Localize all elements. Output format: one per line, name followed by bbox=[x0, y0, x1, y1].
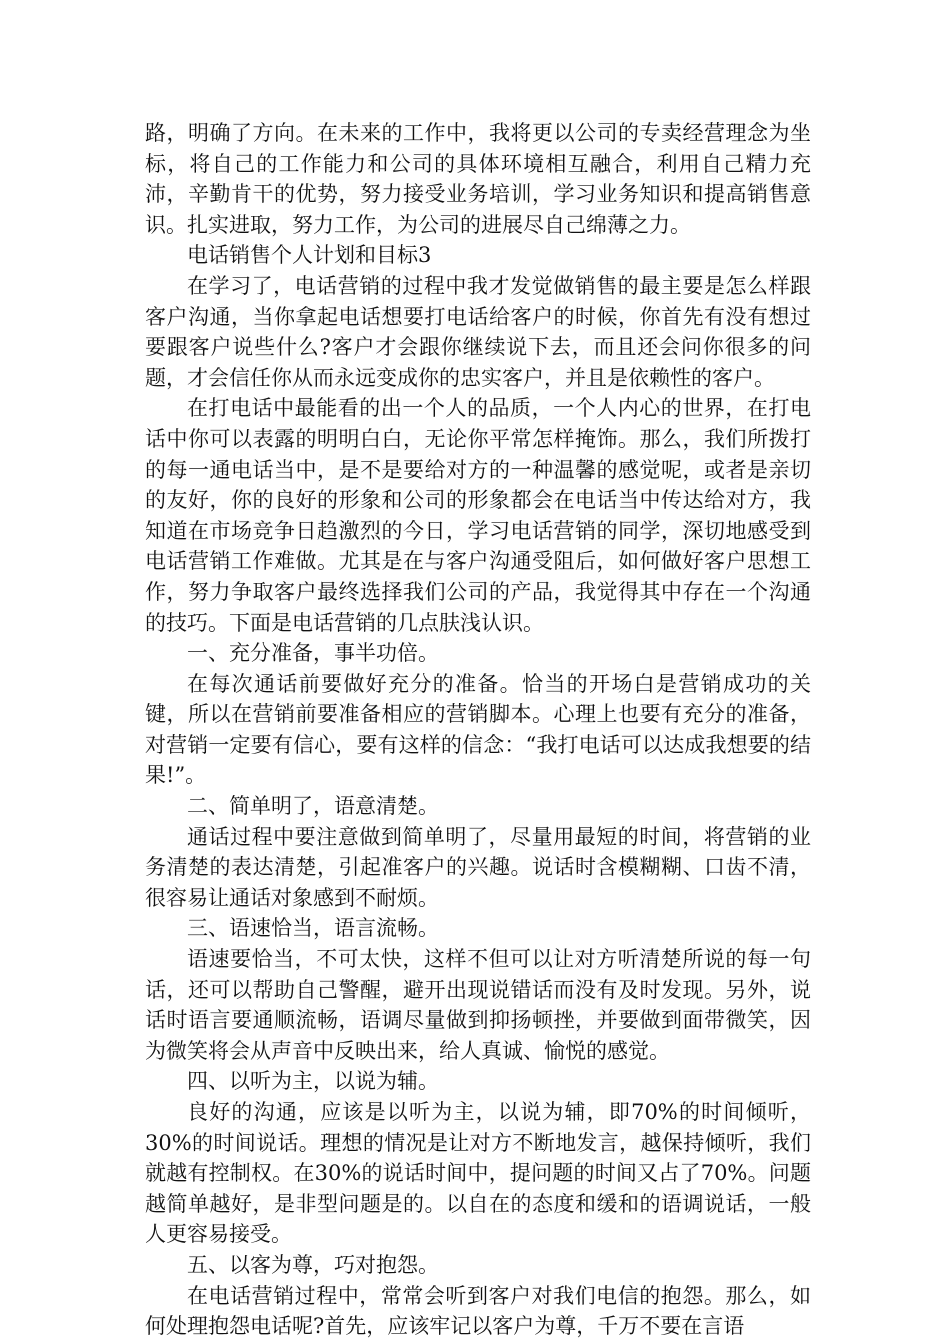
subheading-3: 三、语速恰当，语言流畅。 bbox=[187, 916, 439, 941]
subheading-2: 二、简单明了，语意清楚。 bbox=[187, 794, 439, 819]
paragraph-continuation: 路，明确了方向。在未来的工作中，我将更以公司的专卖经营理念为坐标，将自己的工作能力和公司的具体环境相互融合，利用自己精力充沛，辛勤肯干的优势，努力接受业务培训，学习业务知识和提高销售意识。扎实进取，努力工作，为公司的进展尽自己绵薄之力。 bbox=[145, 121, 811, 237]
paragraph: 在打电话中最能看的出一个人的品质，一个人内心的世界，在打电话中你可以表露的明明白白，无论你平常怎样掩饰。那么，我们所拨打的每一通电话当中，是不是要给对方的一种温馨的感觉呢，或者是亲切的友好，你的良好的形象和公司的形象都会在电话当中传达给对方，我知道在市场竞争日趋激烈的今日，学习电话营销的同学，深切地感受到电话营销工作难做。尤其是在与客户沟通受阻后，如何做好客户思想工作，努力争取客户最终选择我们公司的产品，我觉得其中存在一个沟通的技巧。下面是电话营销的几点肤浅认识。 bbox=[145, 396, 811, 635]
paragraph: 通话过程中要注意做到简单明了，尽量用最短的时间，将营销的业务清楚的表达清楚，引起准客户的兴趣。说话时含模糊糊、口齿不清，很容易让通话对象感到不耐烦。 bbox=[145, 824, 811, 910]
paragraph: 在学习了，电话营销的过程中我才发觉做销售的最主要是怎么样跟客户沟通，当你拿起电话想要打电话给客户的时候，你首先有没有想过要跟客户说些什么?客户才会跟你继续说下去，而且还会问你很多的问题，才会信任你从而永远变成你的忠实客户，并且是依赖性的客户。 bbox=[145, 273, 811, 390]
paragraph: 在电话营销过程中，常常会听到客户对我们电信的抱怨。那么，如何处理抱怨电话呢?首先，应该牢记以客户为尊，千万不要在言语 bbox=[145, 1283, 811, 1339]
subheading-4: 四、以听为主，以说为辅。 bbox=[187, 1069, 439, 1094]
document-page bbox=[145, 118, 811, 1342]
subheading-1: 一、充分准备，事半功倍。 bbox=[187, 641, 439, 666]
subheading-5: 五、以客为尊，巧对抱怨。 bbox=[187, 1252, 439, 1277]
section-title: 电话销售个人计划和目标3 bbox=[187, 243, 432, 268]
paragraph: 语速要恰当，不可太快，这样不但可以让对方听清楚所说的每一句话，还可以帮助自己警醒，避开出现说错话而没有及时发现。另外，说话时语言要通顺流畅，语调尽量做到抑扬顿挫，并要做到面带微笑，因为微笑将会从声音中反映出来，给人真诚、愉悦的感觉。 bbox=[145, 947, 811, 1063]
paragraph: 良好的沟通，应该是以听为主，以说为辅，即70%的时间倾听，30%的时间说话。理想的情况是让对方不断地发言，越保持倾听，我们就越有控制权。在30%的说话时间中，提问题的时间又占了70%。问题越简单越好，是非型问题是的。以自在的态度和缓和的语调说话，一般人更容易接受。 bbox=[145, 1100, 811, 1247]
paragraph: 在每次通话前要做好充分的准备。恰当的开场白是营销成功的关键，所以在营销前要准备相应的营销脚本。心理上也要有充分的准备，对营销一定要有信心，要有这样的信念：“我打电话可以达成我想要的结果!”。 bbox=[145, 671, 811, 788]
